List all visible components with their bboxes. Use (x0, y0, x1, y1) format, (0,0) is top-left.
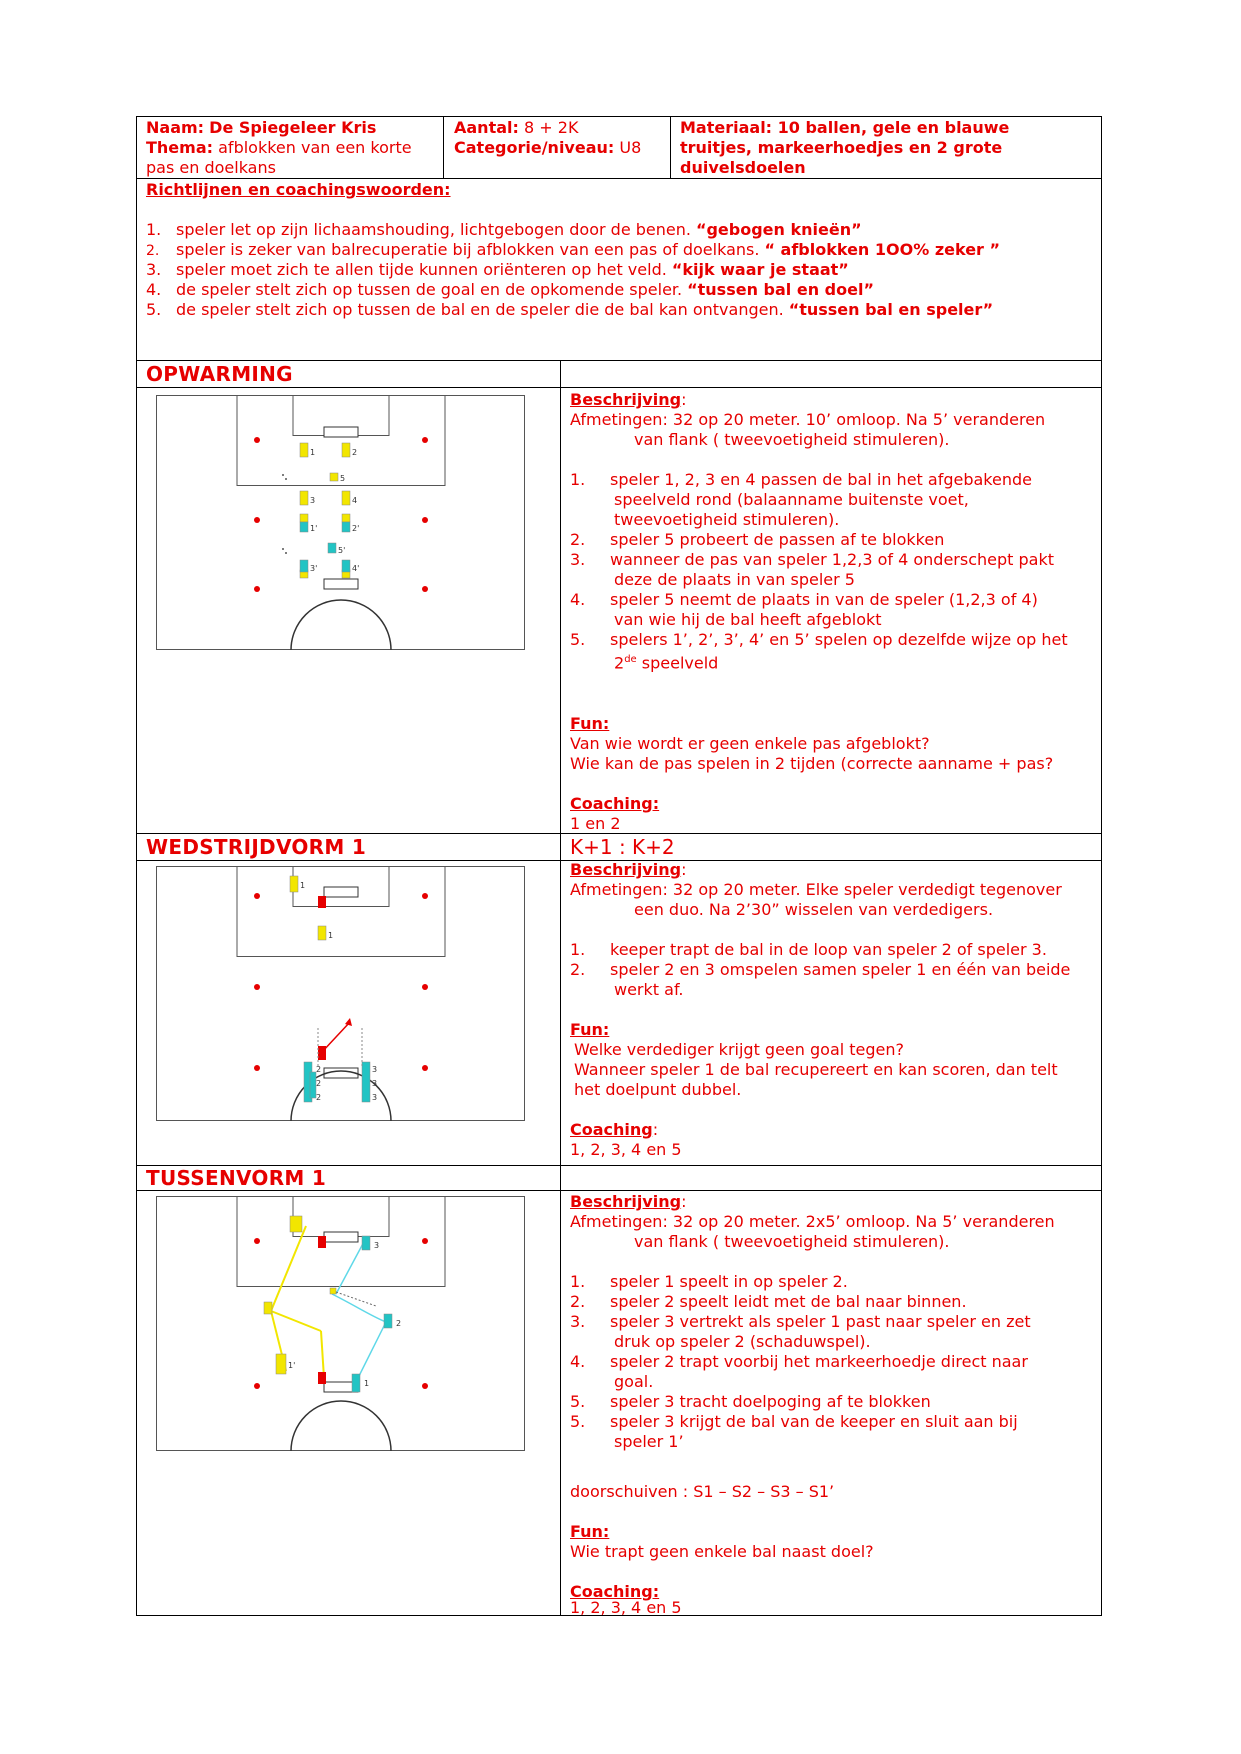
richtlijn-item (146, 260, 849, 280)
step-text-cont: speler 1’ (614, 1432, 684, 1451)
materiaal-line: truitjes, markeerhoedjes en 2 grote (680, 138, 1003, 157)
thema-value-cont: pas en doelkans (146, 158, 276, 177)
field-label: 2' (352, 524, 360, 533)
step-text-cont: tweevoetigheid stimuleren). (614, 510, 840, 529)
richtlijn-text: de speler stelt zich op tussen de goal en de opkomende speler. (176, 280, 683, 299)
divider (136, 360, 1102, 361)
step-text-part: 2 (614, 653, 625, 673)
field-label: 4 (352, 496, 358, 505)
step-text: speler 3 tracht doelpoging af te blokken (610, 1392, 931, 1411)
field-label: 2 (352, 448, 358, 457)
wedstrijdvorm-subtitle: K+1 : K+2 (570, 835, 675, 859)
header-aantal-cell (454, 118, 664, 158)
step-number: 5. (570, 630, 586, 649)
richtlijn-item (146, 240, 1000, 261)
field-label: 1 (300, 881, 306, 890)
tussenvorm-field-diagram (156, 1196, 526, 1452)
divider (670, 116, 671, 178)
field-label: 1' (310, 524, 318, 533)
step-text: keeper trapt de bal in de loop van speler 2 of speler 3. (610, 940, 1047, 959)
divider (443, 116, 444, 178)
field-label: 2 (396, 1319, 402, 1328)
field-label: 5' (338, 546, 346, 555)
beschrijving-label: Beschrijving (570, 390, 682, 409)
richtlijn-keyword: “kijk waar je staat” (671, 260, 849, 279)
categorie-label: Categorie/niveau: (454, 138, 615, 157)
field-label: 5 (340, 474, 346, 483)
tussenvorm-coaching-value: 1, 2, 3, 4 en 5 (570, 1598, 682, 1617)
materiaal-line: Materiaal: 10 ballen, gele en blauwe (680, 118, 1010, 137)
session-sheet (136, 116, 1102, 1616)
categorie-value: U8 (619, 138, 642, 157)
divider (136, 178, 1102, 179)
step-number: 3. (570, 1312, 586, 1331)
goal-icon (324, 887, 358, 897)
field-label: 3 (372, 1093, 378, 1102)
aantal-value: 8 + 2K (524, 118, 579, 137)
richtlijn-keyword: “ afblokken 1OO% zeker ” (764, 240, 1001, 259)
goal-icon (324, 427, 358, 437)
step-text: wanneer de pas van speler 1,2,3 of 4 onderschept pakt (610, 550, 1054, 569)
richtlijn-text: de speler stelt zich op tussen de bal en de speler die de bal kan ontvangen. (176, 300, 784, 319)
wedstrijdvorm-afmetingen: Afmetingen: 32 op 20 meter. Elke speler verdedigt tegenover (570, 880, 1062, 899)
step-number: 4. (570, 1352, 586, 1371)
goal-icon (324, 579, 358, 589)
field-label: 4' (352, 564, 360, 573)
wedstrijdvorm-field-diagram (156, 866, 526, 1122)
naam-value: De Spiegeleer Kris (209, 118, 377, 137)
step-text: speler 5 neemt de plaats in van de speler (1,2,3 of 4) (610, 590, 1038, 609)
tussenvorm-coaching-label: Coaching: (570, 1582, 660, 1601)
field-label: 3' (310, 564, 318, 573)
beschrijving-label: Beschrijving (570, 860, 682, 879)
goal-icon (324, 1232, 358, 1242)
step-number: 2. (570, 1292, 586, 1311)
opwarming-fun-text: Wie kan de pas spelen in 2 tijden (correcte aanname + pas? (570, 754, 1054, 773)
tussenvorm-beschrijving: Beschrijving: (570, 1192, 687, 1211)
coaching-label: Coaching (570, 1120, 653, 1139)
richtlijn-item (146, 280, 874, 300)
wedstrijdvorm-beschrijving: Beschrijving: (570, 860, 687, 879)
step-text: speler 2 en 3 omspelen samen speler 1 en één van beide (610, 960, 1071, 979)
richtlijn-number: 1. (146, 220, 162, 239)
field-label: 1 (364, 1379, 370, 1388)
tussenvorm-fun-label: Fun: (570, 1522, 610, 1541)
opwarming-afmetingen-cont: van flank ( tweevoetigheid stimuleren). (634, 430, 950, 449)
divider (136, 1190, 1102, 1191)
step-text: speler 2 speelt leidt met de bal naar binnen. (610, 1292, 967, 1311)
wedstrijdvorm-fun-label: Fun: (570, 1020, 610, 1039)
wedstrijdvorm-fun-text: Wanneer speler 1 de bal recupereert en kan scoren, dan telt (574, 1060, 1058, 1079)
step-text: speler 1, 2, 3 en 4 passen de bal in het afgebakende (610, 470, 1032, 489)
thema-value: afblokken van een korte (218, 138, 412, 157)
opwarming-beschrijving: Beschrijving: (570, 390, 687, 409)
step-text: speler 3 krijgt de bal van de keeper en sluit aan bij (610, 1412, 1018, 1431)
richtlijn-text: speler let op zijn lichaamshouding, lichtgebogen door de benen. (176, 220, 691, 239)
richtlijn-number: 3. (146, 260, 162, 279)
step-text-cont (614, 650, 718, 673)
field-label: 2 (316, 1093, 322, 1102)
tussenvorm-title: TUSSENVORM 1 (146, 1166, 327, 1190)
divider (136, 387, 1102, 388)
thema-label: Thema: (146, 138, 214, 157)
step-number: 1. (570, 940, 586, 959)
header-name-cell (146, 118, 436, 178)
tussenvorm-doorschuiven: doorschuiven : S1 – S2 – S3 – S1’ (570, 1482, 835, 1501)
field-label: 2 (316, 1079, 322, 1088)
step-text-cont: druk op speler 2 (schaduwspel). (614, 1332, 871, 1351)
step-text-sup: de (624, 654, 637, 665)
wedstrijdvorm-afmetingen-cont: een duo. Na 2’30” wisselen van verdedigers. (634, 900, 994, 919)
field-label: 2 (316, 1065, 322, 1074)
tussenvorm-fun-text: Wie trapt geen enkele bal naast doel? (570, 1542, 874, 1561)
richtlijn-number: 2. (146, 243, 160, 259)
step-number: 5. (570, 1392, 586, 1411)
field-label: 3 (372, 1079, 378, 1088)
column-divider (560, 360, 561, 1616)
step-number: 5. (570, 1412, 586, 1431)
step-number: 1. (570, 1272, 586, 1291)
richtlijn-item (146, 300, 993, 320)
step-number: 4. (570, 590, 586, 609)
field-label: 3 (372, 1065, 378, 1074)
step-text: speler 5 probeert de passen af te blokken (610, 530, 945, 549)
opwarming-coaching-value: 1 en 2 (570, 814, 621, 833)
richtlijn-keyword: “gebogen knieën” (695, 220, 862, 239)
tussenvorm-afmetingen-cont: van flank ( tweevoetigheid stimuleren). (634, 1232, 950, 1251)
step-text-cont: goal. (614, 1372, 654, 1391)
opwarming-field-diagram (156, 395, 526, 651)
step-text-cont: werkt af. (614, 980, 684, 999)
richtlijn-text: speler moet zich te allen tijde kunnen oriënteren op het veld. (176, 260, 667, 279)
aantal-label: Aantal: (454, 118, 519, 137)
wedstrijdvorm-coaching-value: 1, 2, 3, 4 en 5 (570, 1140, 682, 1159)
step-number: 1. (570, 470, 586, 489)
step-text: spelers 1’, 2’, 3’, 4’ en 5’ spelen op dezelfde wijze op het (610, 630, 1068, 649)
beschrijving-label: Beschrijving (570, 1192, 682, 1211)
richtlijn-keyword: “tussen bal en speler” (788, 300, 994, 319)
step-text: speler 2 trapt voorbij het markeerhoedje direct naar (610, 1352, 1028, 1371)
opwarming-fun-text: Van wie wordt er geen enkele pas afgeblokt? (570, 734, 930, 753)
richtlijn-number: 4. (146, 280, 162, 299)
opwarming-title: OPWARMING (146, 362, 293, 386)
step-number: 2. (570, 530, 586, 549)
wedstrijdvorm-fun-text: Welke verdediger krijgt geen goal tegen? (574, 1040, 905, 1059)
richtlijnen-title: Richtlijnen en coachingswoorden: (146, 180, 451, 199)
step-text: speler 1 speelt in op speler 2. (610, 1272, 848, 1291)
header-materiaal-cell (680, 118, 1095, 178)
step-text-part: speelveld (636, 653, 719, 673)
wedstrijdvorm-fun-text: het doelpunt dubbel. (574, 1080, 742, 1099)
wedstrijdvorm-coaching: Coaching: (570, 1120, 659, 1139)
opwarming-afmetingen: Afmetingen: 32 op 20 meter. 10’ omloop. Na 5’ veranderen (570, 410, 1046, 429)
richtlijn-number: 5. (146, 300, 162, 319)
step-text-cont: van wie hij de bal heeft afgeblokt (614, 610, 882, 629)
materiaal-line: duivelsdoelen (680, 158, 806, 177)
field-label: 1 (328, 931, 334, 940)
step-text-cont: deze de plaats in van speler 5 (614, 570, 855, 589)
field-label: 1' (288, 1361, 296, 1370)
opwarming-coaching-label: Coaching: (570, 794, 660, 813)
field-label: 3 (310, 496, 316, 505)
wedstrijdvorm-title: WEDSTRIJDVORM 1 (146, 835, 367, 859)
field-label: 1 (310, 448, 316, 457)
tussenvorm-afmetingen: Afmetingen: 32 op 20 meter. 2x5’ omloop. Na 5’ veranderen (570, 1212, 1055, 1231)
step-text-cont: speelveld rond (balaanname buitenste voet, (614, 490, 969, 509)
richtlijn-keyword: “tussen bal en doel” (687, 280, 874, 299)
richtlijn-item (146, 220, 862, 240)
step-number: 2. (570, 960, 586, 979)
field-label: 3 (374, 1241, 380, 1250)
richtlijn-text: speler is zeker van balrecuperatie bij afblokken van een pas of doelkans. (176, 240, 760, 259)
naam-label: Naam: (146, 118, 205, 137)
step-text: speler 3 vertrekt als speler 1 past naar speler en zet (610, 1312, 1031, 1331)
step-number: 3. (570, 550, 586, 569)
opwarming-fun-label: Fun: (570, 714, 610, 733)
